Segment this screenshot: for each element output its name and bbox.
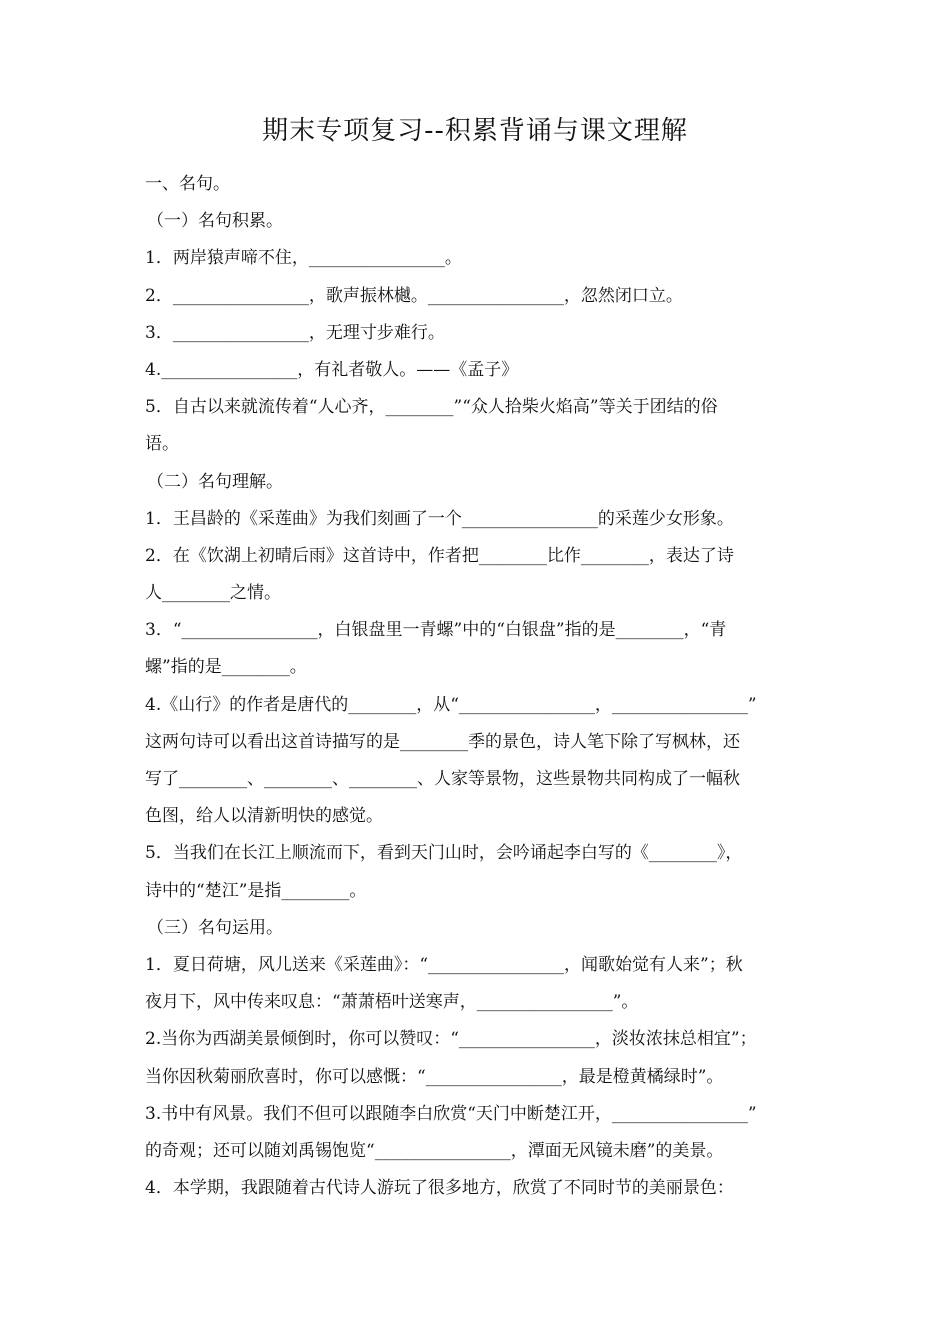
- page-title: 期末专项复习--积累背诵与课文理解: [262, 116, 688, 146]
- question-line: 语。: [145, 434, 179, 455]
- question-line: 2．________________，歌声振林樾。________________，忽然闭口立。: [145, 285, 683, 306]
- question-line: 色图，给人以清新明快的感觉。: [145, 806, 383, 827]
- question-line: 3.书中有风景。我们不但可以跟随李白欣赏“天门中断楚江开，________________”: [145, 1103, 757, 1124]
- question-line: 1．两岸猿声啼不住，________________。: [145, 248, 462, 269]
- question-line: 1．夏日荷塘，风儿送来《采莲曲》：“________________，闻歌始觉有人来”；秋: [145, 954, 743, 975]
- question-line: 的奇观；还可以随刘禹锡饱览“________________，潭面无风镜未磨”的美景。: [145, 1140, 724, 1161]
- question-line: 夜月下，风中传来叹息：“萧萧梧叶送寒声，________________”。: [145, 992, 639, 1013]
- question-line: 5．自古以来就流传着“人心齐，________”“众人拾柴火焰高”等关于团结的俗: [145, 397, 718, 418]
- section-heading: 一、名句。: [145, 174, 230, 194]
- question-line: 2．在《饮湖上初晴后雨》这首诗中，作者把________比作________，表达了诗: [145, 545, 734, 566]
- question-line: 人________之情。: [145, 583, 281, 604]
- subsection-heading: （三）名句运用。: [147, 917, 283, 938]
- question-line: 当你因秋菊丽欣喜时，你可以感慨：“________________，最是橙黄橘绿时”。: [145, 1066, 724, 1087]
- subsection-heading: （一）名句积累。: [147, 211, 283, 232]
- question-line: 5．当我们在长江上顺流而下，看到天门山时，会吟诵起李白写的《________》，: [145, 843, 743, 864]
- question-line: 1．王昌龄的《采莲曲》为我们刻画了一个________________的采莲少女形象。: [145, 508, 734, 529]
- question-line: 4．本学期，我跟随着古代诗人游玩了很多地方，欣赏了不同时节的美丽景色：: [145, 1178, 734, 1199]
- question-line: 这两句诗可以看出这首诗描写的是________季的景色，诗人笔下除了写枫林，还: [145, 731, 740, 752]
- question-line: 2.当你为西湖美景倾倒时，你可以赞叹：“________________，淡妆浓抹总相宜”；: [145, 1029, 757, 1050]
- document-body: [145, 166, 805, 1207]
- question-line: 写了________、________、________、人家等景物，这些景物共同构成了一幅秋: [145, 769, 740, 789]
- question-line: 4.________________，有礼者敬人。——《孟子》: [145, 359, 519, 380]
- question-line: 3．“________________，白银盘里一青螺”中的“白银盘”指的是________，“青: [145, 620, 727, 641]
- question-line: 4.《山行》的作者是唐代的________，从“________________，________________”: [145, 694, 757, 715]
- question-line: 诗中的“楚江”是指________。: [145, 880, 367, 901]
- subsection-heading: （二）名句理解。: [147, 471, 283, 492]
- question-line: 3．________________，无理寸步难行。: [145, 322, 445, 343]
- question-line: 螺”指的是________。: [145, 657, 307, 678]
